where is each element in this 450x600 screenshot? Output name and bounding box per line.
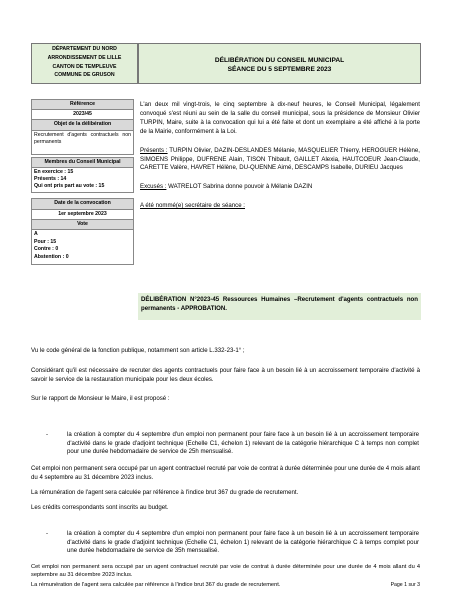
credits-paragraph: Les crédits correspondants sont inscrits au budget.: [31, 504, 169, 511]
presents-paragraph: [140, 147, 420, 174]
commune-line: COMMUNE DE GRUSON: [54, 72, 115, 79]
remuneration-1-paragraph: La rémunération de l'agent sera calculée par référence à l'indice brut 367 du grade de recrutement.: [31, 489, 299, 496]
emploi-2-paragraph: Cet emploi non permanent sera occupé par un agent contractuel recruté par voie de contrat à durée déterminée pour une durée de 4 mois allant du 4 septembre au 31 décembre 2023 inclus.: [31, 564, 420, 578]
vote-abstention: Abstention : 0: [34, 253, 69, 260]
excuses-list: WATRELOT Sabrina donne pouvoir à Mélanie DAZIN: [166, 183, 313, 191]
emploi-1-paragraph: Cet emploi non permanent sera occupé par un agent contractuel recruté par voie de contrat à durée déterminée pour une durée de 4 mois allant du 4 septembre au 31 décembre 2023 inclus.: [31, 465, 420, 481]
reference-value: 2023/45: [31, 110, 134, 120]
department-header-box: [31, 43, 138, 84]
bullet-dash: -: [46, 530, 49, 537]
excuses-label: Excusés :: [140, 183, 167, 191]
objet-value: Recrutement d'agents contractuels non permanents: [31, 131, 134, 155]
vote-contre: Contre : 0: [34, 246, 59, 253]
seance-date: SÉANCE DU 5 SEPTEMBRE 2023: [227, 66, 332, 73]
presents-label: Présents :: [140, 146, 168, 154]
session-intro: [140, 101, 420, 219]
vote-pour: Pour : 15: [34, 238, 57, 245]
rapport-paragraph: Sur le rapport de Monsieur le Maire, il est proposé :: [31, 395, 170, 402]
info-column: [31, 99, 134, 265]
bullet-item-1: [46, 431, 419, 457]
page-number: Page 1 sur 3: [390, 582, 420, 588]
en-exercice: En exercice : 15: [34, 168, 74, 175]
presents-list: TURPIN Olivier, DAZIN-DESLANDES Mélanie, MASQUELIER Thierry, HEROGUER Hélène, SIMOENS Philippe, DUFRENE Alain, TISON Thibault, GAILLET Alexia, HAUTCOEUR Jean-Claude, CARETTE Valère, HAVRET Hélène, DU-QUENNE Aimé, DESCAMPS Isabelle, DURIEU Jacques: [140, 146, 420, 172]
objet-label: Objet de la délibération: [31, 120, 134, 130]
reference-label: Référence: [31, 99, 134, 110]
document-title: DÉLIBÉRATION DU CONSEIL MUNICIPAL: [214, 57, 345, 64]
considerant-paragraph: Considérant qu'il est nécessaire de recruter des agents contractuels pour faire face à un besoin lié à un accroissement temporaire d'activité à savoir le service de la restauration municipale pour les deux écoles.: [31, 367, 420, 383]
membres-values: [31, 168, 134, 194]
excuses-paragraph: [140, 183, 420, 192]
session-opening-paragraph: L'an deux mil vingt-trois, le cinq septembre à dix-neuf heures, le Conseil Municipal, légalement convoqué s'est réuni au sein de la salle du conseil municipal, sous la présidence de Monsieur Olivier TURPIN, Maire, suite à la convocation qui lui a été faite et dont un exemplaire a été affiché à la porte de la Mairie, conformément à la Loi.: [140, 101, 420, 135]
department-line: DÉPARTEMENT DU NORD: [52, 46, 117, 52]
bullet-1-text: la création à compter du 4 septembre d'un emploi non permanent pour faire face à un besoin lié à un accroissement temporaire d'activité dans le grade d'adjoint technique (Echelle C1, échelon 1) relevant de la catégorie hiérarchique C à temps non complet pour une durée hebdomadaire de service de 25h mensualisé.: [67, 431, 419, 455]
bullet-dash: -: [46, 431, 49, 438]
vote-label: Vote: [31, 220, 134, 230]
vote-values: [31, 230, 134, 265]
deliberation-title-box: [138, 43, 421, 84]
deliberation-subject-box: DÉLIBÉRATION N°2023-45 Ressources Humaines –Recrutement d'agents contractuels non permanents - APPROBATION.: [138, 293, 421, 320]
bullet-2-text: la création à compter du 4 septembre d'un emploi non permanent pour faire face à un besoin lié à un accroissement temporaire d'activité dans le grade d'adjoint technique (Echelle C1, échelon 1) relevant de la catégorie hiérarchique C à temps complet pour une durée hebdomadaire de service de 35h mensualisé.: [67, 530, 419, 554]
presents-count: Présents : 14: [34, 176, 67, 183]
remuneration-2-paragraph: La rémunération de l'agent sera calculée par référence à l'indice brut 367 du grade de recrutement.: [31, 582, 281, 588]
membres-label: Membres du Conseil Municipal: [31, 157, 134, 168]
bullet-item-2: [46, 530, 419, 556]
arrondissement-line: ARRONDISSEMENT DE LILLE: [47, 54, 122, 61]
votants-count: Qui ont pris part au vote : 15: [34, 183, 105, 190]
secretaire-line: A été nommé(e) secrétaire de séance :: [140, 202, 246, 210]
vu-paragraph: Vu le code général de la fonction publique, notamment son article L.332-23-1° ;: [31, 347, 245, 354]
vote-line: A: [34, 231, 38, 238]
canton-line: CANTON DE TEMPLEUVE: [52, 63, 117, 70]
date-convocation-label: Date de la convocation: [31, 198, 134, 209]
date-convocation-value: 1er septembre 2023: [31, 210, 134, 220]
